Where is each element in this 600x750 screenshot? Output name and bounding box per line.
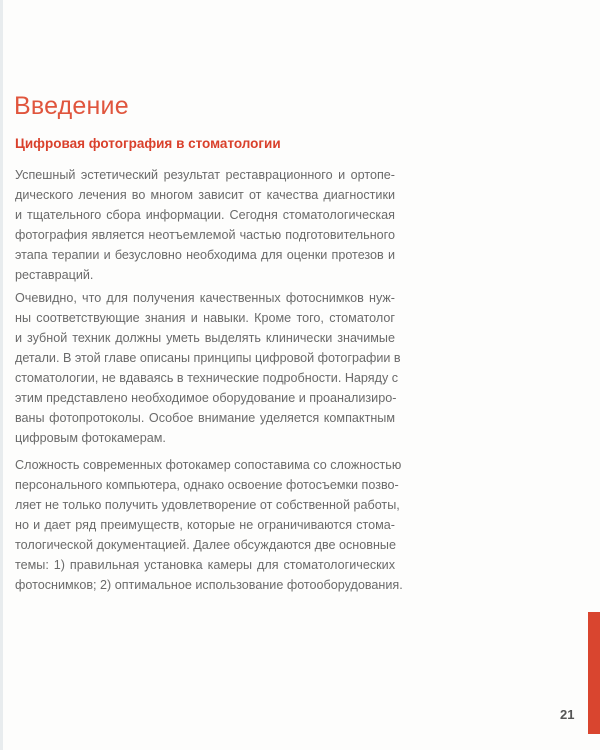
- text-line: Успешный эстетический результат реставрационного и ортопе-: [15, 168, 395, 182]
- text-line: детали. В этой главе описаны принципы цифровой фотографии в: [15, 351, 401, 365]
- section-subtitle: Цифровая фотография в стоматологии: [15, 136, 281, 151]
- paragraph-3: [15, 455, 403, 595]
- page-number: 21: [560, 707, 575, 722]
- text-line: этапа терапии и безусловно необходима для оценки протезов и: [15, 248, 395, 262]
- chapter-tab-bar: [588, 612, 600, 734]
- text-line: ляет не только получить удовлетворение от собственной работы,: [15, 498, 400, 512]
- text-line: фотография является неотъемлемой частью подготовительного: [15, 228, 395, 242]
- text-line: стоматологии, не вдаваясь в технические подробности. Наряду с: [15, 371, 399, 385]
- text-line: темы: 1) правильная установка камеры для стоматологических: [15, 558, 395, 572]
- text-line: и зубной техник должны уметь выделять клинически значимые: [15, 331, 395, 345]
- text-line: реставраций.: [15, 268, 94, 282]
- text-line: тологической документацией. Далее обсуждаются две основные: [15, 538, 396, 552]
- text-line: Сложность современных фотокамер сопоставима со сложностью: [15, 458, 402, 472]
- paragraph-2: [15, 288, 401, 448]
- text-line: но и дает ряд преимуществ, которые не ограничиваются стома-: [15, 518, 395, 532]
- text-line: и тщательного сбора информации. Сегодня стоматологическая: [15, 208, 395, 222]
- text-line: фотоснимков; 2) оптимальное использование фотооборудования.: [15, 578, 403, 592]
- text-line: этим представлено необходимое оборудование и проанализиро-: [15, 391, 397, 405]
- text-line: цифровым фотокамерам.: [15, 431, 166, 445]
- text-line: ваны фотопротоколы. Особое внимание уделяется компактным: [15, 411, 395, 425]
- text-line: дического лечения во многом зависит от качества диагностики: [15, 188, 395, 202]
- text-line: персонального компьютера, однако освоение фотосъемки позво-: [15, 478, 399, 492]
- text-line: Очевидно, что для получения качественных фотоснимков нуж-: [15, 291, 395, 305]
- page-title: Введение: [14, 92, 129, 120]
- text-line: ны соответствующие знания и навыки. Кроме того, стоматолог: [15, 311, 395, 325]
- paragraph-1: [15, 165, 395, 285]
- page-edge: [0, 0, 3, 750]
